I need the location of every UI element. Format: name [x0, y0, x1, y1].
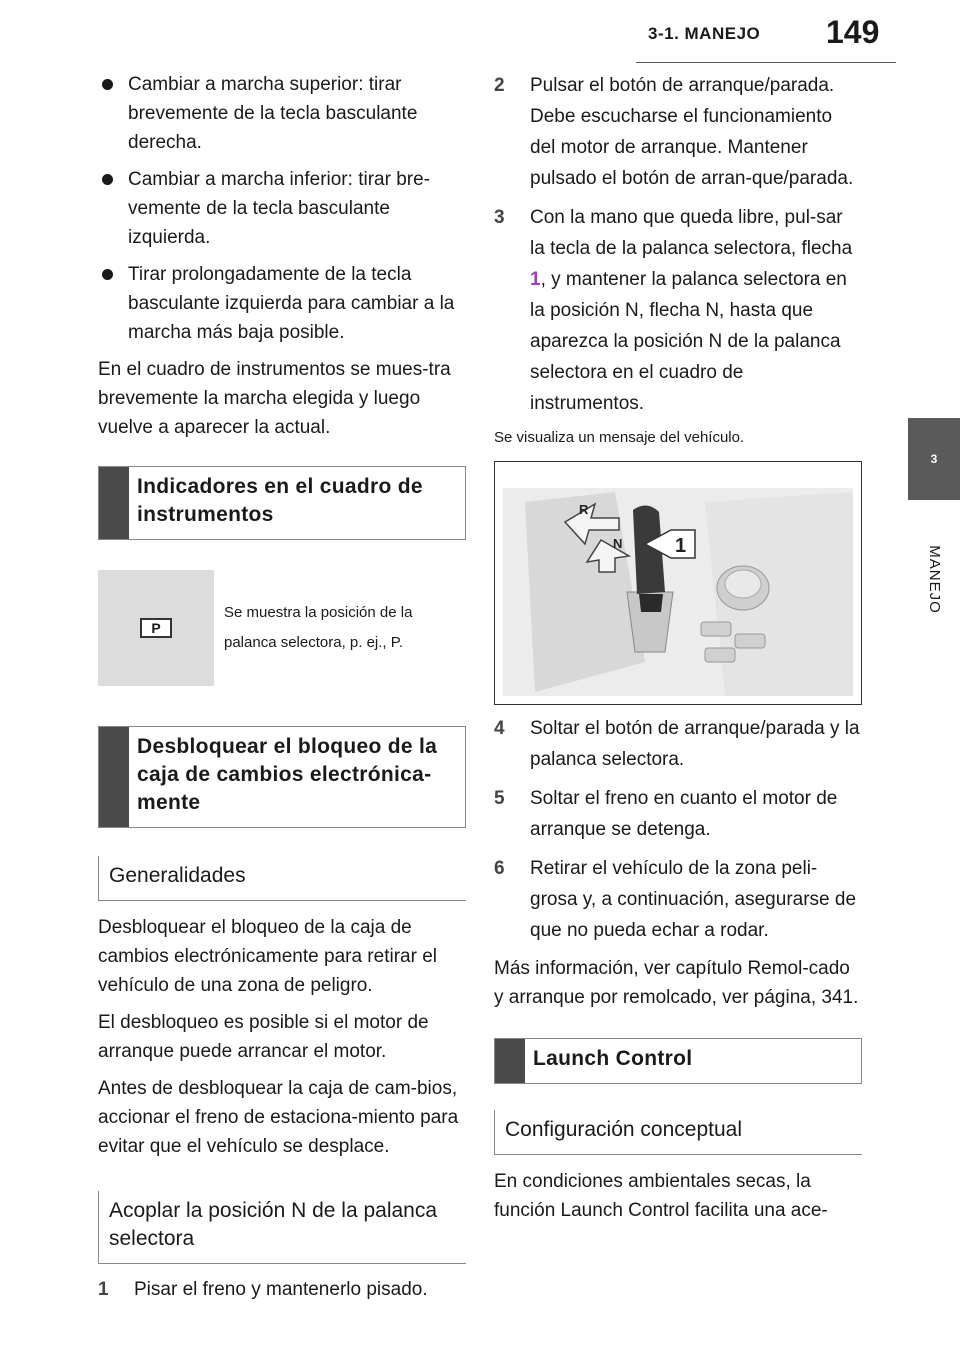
- step-item: [98, 1274, 466, 1305]
- step-text: Soltar el botón de arranque/parada y la palanca selectora.: [530, 718, 860, 770]
- bullet-item: Tirar prolongadamente de la tecla basculante izquierda para cambiar a la marcha más baja posible.: [98, 260, 464, 347]
- step-item: [494, 70, 862, 194]
- section-heading-indicators: [98, 466, 466, 540]
- vehicle-message-note: Se visualiza un mensaje del vehículo.: [494, 429, 745, 446]
- paragraph: En condiciones ambientales secas, la función Launch Control facilita una ace-: [494, 1171, 828, 1221]
- step-text: Pisar el freno y mantenerlo pisado.: [134, 1279, 428, 1300]
- section-heading-launch-control: [494, 1038, 862, 1084]
- step-item: [494, 853, 862, 946]
- section-heading-unlock: [98, 726, 466, 828]
- step-text: Soltar el freno en cuanto el motor de arranque se detenga.: [530, 788, 838, 840]
- chapter-label: MANEJO: [925, 544, 943, 614]
- indicator-image: [98, 570, 214, 686]
- section-title: 3-1. MANEJO: [648, 24, 761, 43]
- paragraph: Antes de desbloquear la caja de cam-bios, accionar el freno de estaciona-miento para evitar que el vehículo se desplace.: [98, 1078, 459, 1157]
- subheading-configuracion: Configuración conceptual: [494, 1110, 862, 1155]
- subheading-generalidades: Generalidades: [98, 856, 466, 901]
- left-column: [98, 70, 466, 1313]
- indicator-description: Se muestra la posición de la palanca selectora, p. ej., P.: [224, 604, 413, 651]
- more-info-paragraph: Más información, ver capítulo Remol-cado y arranque por remolcado, ver página, 341.: [494, 958, 859, 1008]
- subheading-position-n: Acoplar la posición N de la palanca selectora: [98, 1191, 466, 1264]
- step-number: 5: [494, 788, 505, 809]
- step-number: 3: [494, 207, 505, 228]
- heading-text: Launch Control: [533, 1047, 693, 1070]
- bullet-item: Cambiar a marcha superior: tirar brevemente de la tecla basculante derecha.: [98, 70, 446, 157]
- header-rule: [636, 62, 896, 63]
- indicator-row: [98, 570, 466, 686]
- step-text: Con la mano que queda libre, pul-sar la tecla de la palanca selectora, flecha 1, y mantener la palanca selectora en la posición N, flecha N, hasta que aparezca la posición N de la palanca selectora en el cuadro de instrumentos.: [530, 207, 853, 414]
- paragraph: El desbloqueo es posible si el motor de arranque puede arrancar el motor.: [98, 1012, 429, 1062]
- heading-bar: [495, 1039, 525, 1083]
- step-number: 6: [494, 858, 505, 879]
- park-indicator-icon: P: [140, 618, 172, 638]
- chapter-number: 3: [930, 452, 938, 466]
- heading-bar: [99, 727, 129, 827]
- arrow-n-label: N: [613, 536, 623, 551]
- heading-text: Indicadores en el cuadro de instrumentos: [137, 475, 423, 526]
- paragraph: Desbloquear el bloqueo de la caja de cambios electrónicamente para retirar el vehículo de una zona de peligro.: [98, 917, 437, 996]
- step-text: Retirar el vehículo de la zona peli-grosa y, a continuación, asegurarse de que no pueda echar a rodar.: [530, 858, 857, 941]
- heading-bar: [99, 467, 129, 539]
- chapter-tab[interactable]: [908, 418, 960, 500]
- step-number: 4: [494, 718, 505, 739]
- right-column: [494, 70, 862, 1233]
- bullet-item: Cambiar a marcha inferior: tirar bre-vemente de la tecla basculante izquierda.: [98, 165, 458, 252]
- gear-selector-figure: [494, 461, 862, 705]
- step-number: 2: [494, 75, 505, 96]
- arrow-r-label: R: [579, 502, 589, 517]
- step-number: 1: [98, 1279, 109, 1300]
- intro-paragraph: En el cuadro de instrumentos se mues-tra brevemente la marcha elegida y luego vuelve a aparecer la actual.: [98, 359, 451, 438]
- arrow-reference: 1: [530, 269, 541, 290]
- heading-text: Desbloquear el bloqueo de la caja de cambios electrónica-mente: [137, 735, 438, 814]
- step-item: [494, 202, 862, 419]
- step-text: Pulsar el botón de arranque/parada. Debe escucharse el funcionamiento del motor de arranque. Mantener pulsado el botón de arran-que/parada.: [530, 75, 854, 189]
- callout-label: 1: [675, 535, 687, 557]
- step-item: [494, 783, 862, 845]
- gear-selector-illustration: [495, 462, 861, 704]
- page-number: 149: [826, 14, 880, 50]
- step-item: [494, 713, 862, 775]
